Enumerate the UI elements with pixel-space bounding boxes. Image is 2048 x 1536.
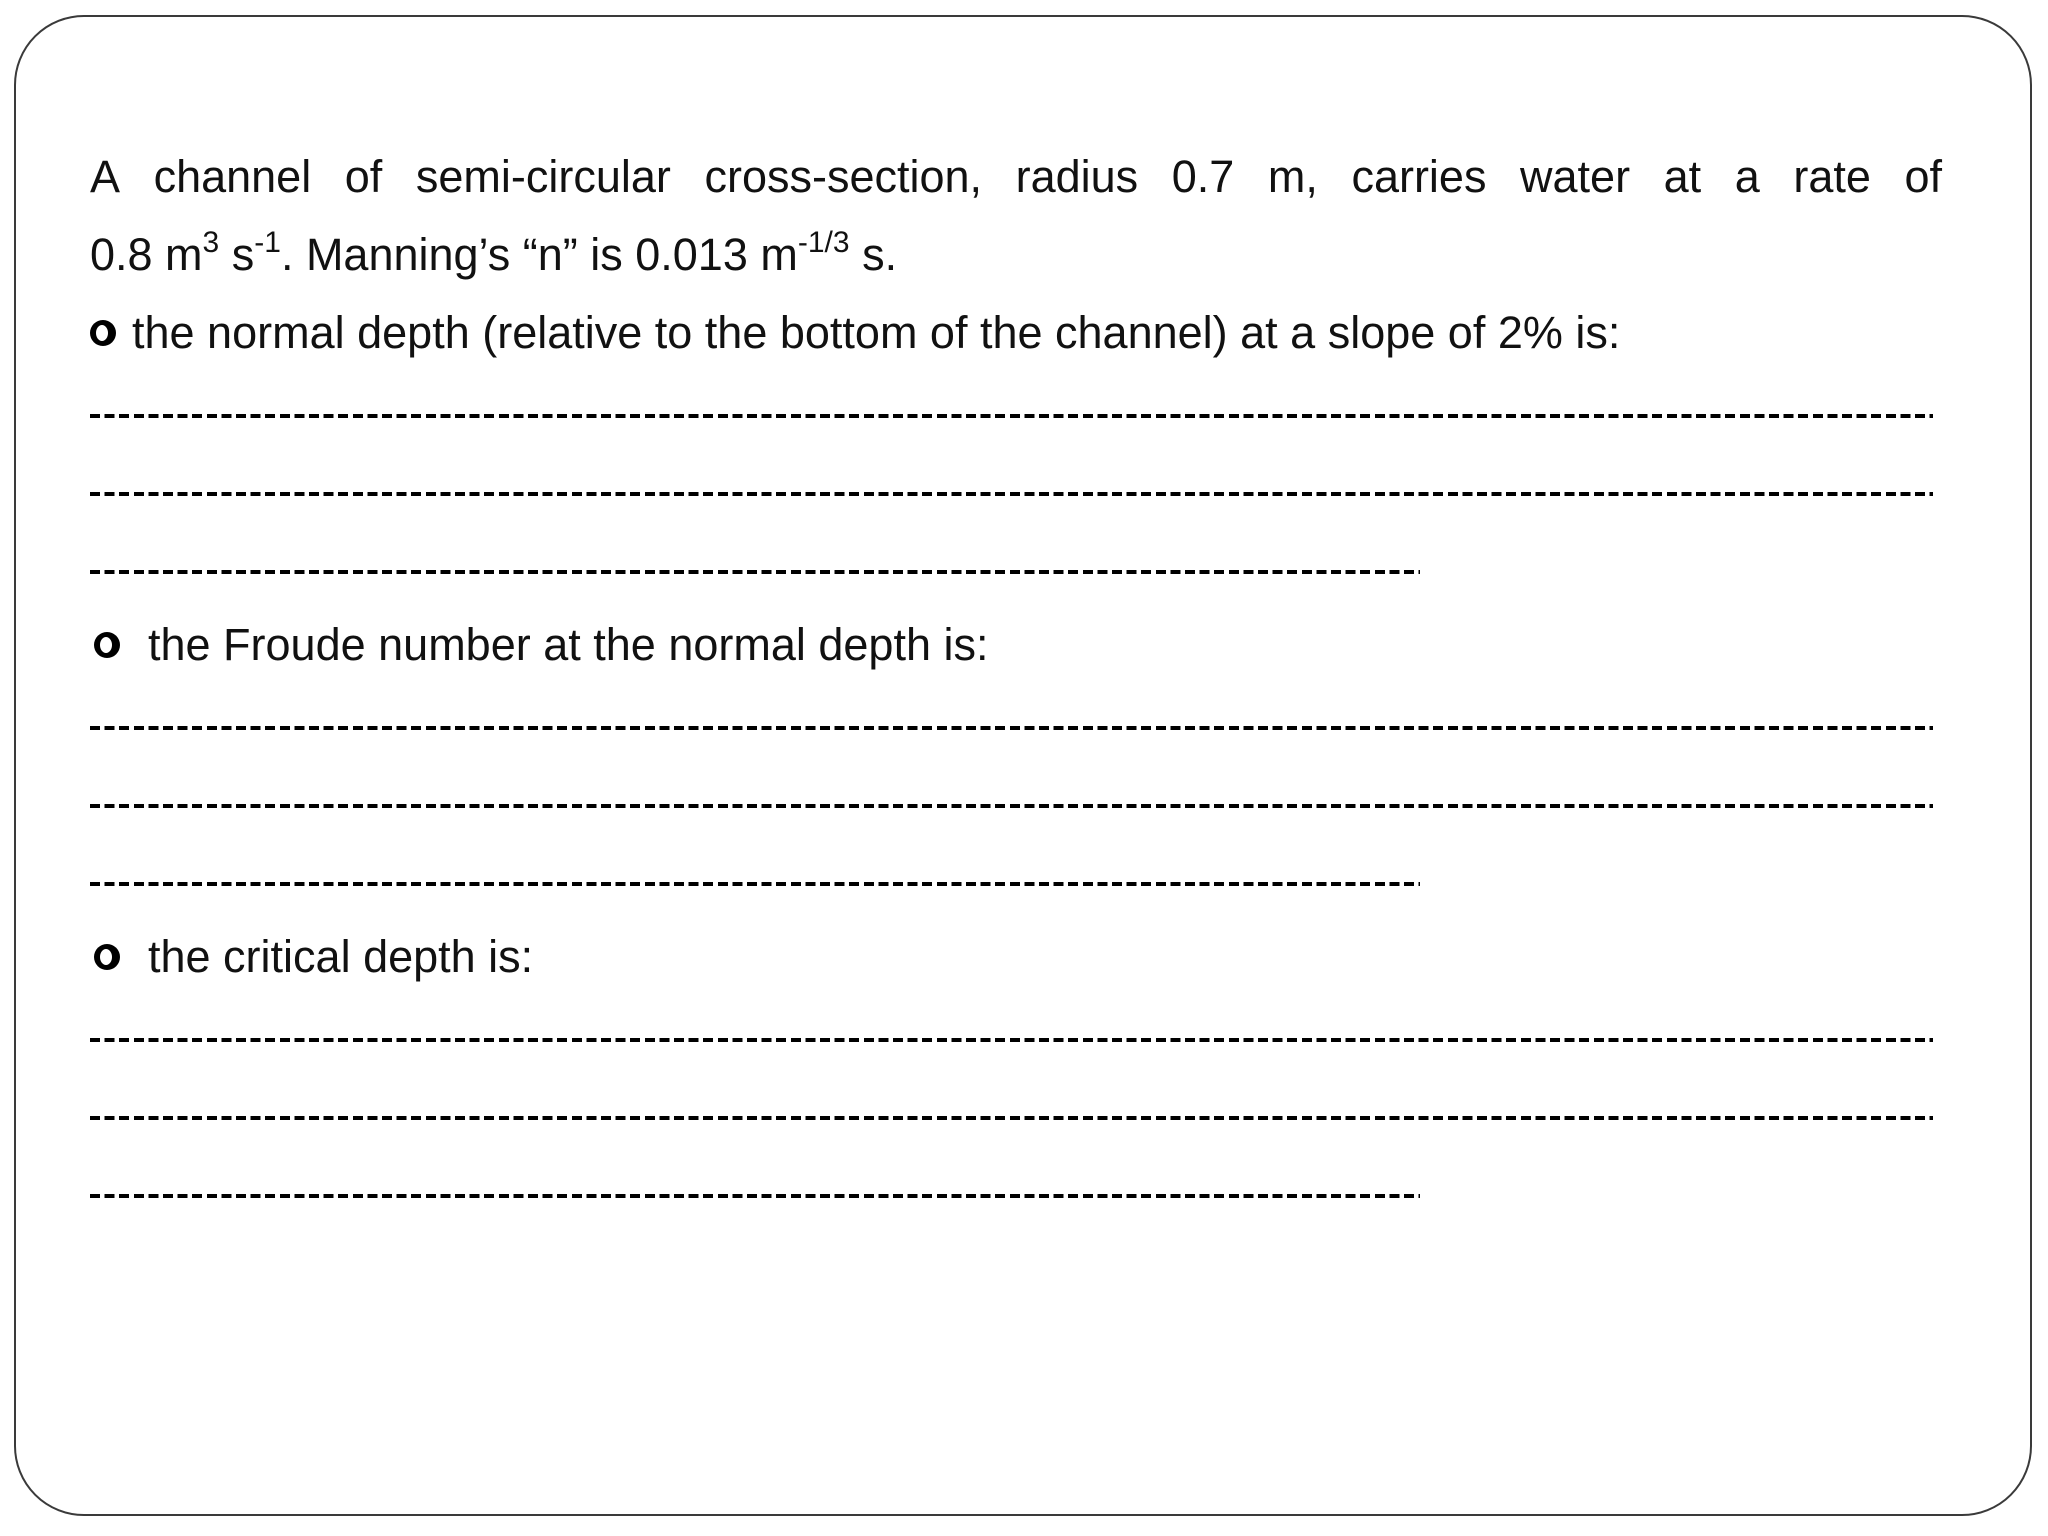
word: semi-circular	[415, 151, 671, 202]
answer-blank-line[interactable]	[90, 840, 1942, 918]
word: m,	[1267, 151, 1318, 202]
word: carries	[1351, 151, 1487, 202]
circle-bullet-icon	[94, 632, 120, 658]
question-critical-depth	[90, 918, 1942, 996]
word: 0.7	[1171, 151, 1235, 202]
circle-bullet-icon	[94, 944, 120, 970]
manning-unit: s.	[849, 229, 898, 280]
word: A	[90, 151, 121, 202]
flow-exponent-2: -1	[254, 226, 281, 259]
word: radius	[1015, 151, 1139, 202]
question-froude-number	[90, 606, 1942, 684]
question-text: the Froude number at the normal depth is:	[148, 619, 989, 670]
circle-bullet-icon	[90, 320, 116, 346]
question-text: the critical depth is:	[148, 931, 534, 982]
manning-text: . Manning’s “n” is 0.013 m	[280, 229, 798, 280]
word: a	[1734, 151, 1760, 202]
flow-rate-value: 0.8 m	[90, 229, 203, 280]
flow-exponent-1: 3	[202, 226, 220, 259]
answer-blank-line[interactable]	[90, 762, 1942, 840]
answer-blank-line[interactable]	[90, 1152, 1942, 1230]
word: rate	[1793, 151, 1871, 202]
problem-statement-line-2	[90, 216, 1942, 294]
answer-blank-line[interactable]	[90, 684, 1942, 762]
slide-content	[90, 138, 1942, 1230]
manning-exponent: -1/3	[797, 226, 850, 259]
answer-blank-line[interactable]	[90, 372, 1942, 450]
answer-blank-line[interactable]	[90, 1074, 1942, 1152]
word: of	[344, 151, 383, 202]
problem-statement-line-1	[90, 138, 1942, 216]
answer-blank-line[interactable]	[90, 996, 1942, 1074]
answer-blank-line[interactable]	[90, 450, 1942, 528]
word: cross-section,	[704, 151, 983, 202]
question-text: the normal depth (relative to the bottom of the channel) at a slope of 2% is:	[132, 307, 1621, 358]
word: water	[1520, 151, 1631, 202]
question-normal-depth	[90, 294, 1942, 372]
answer-blank-line[interactable]	[90, 528, 1942, 606]
word: at	[1663, 151, 1702, 202]
word: of	[1904, 151, 1942, 202]
word: channel	[153, 151, 312, 202]
flow-rate-unit: s	[219, 229, 255, 280]
